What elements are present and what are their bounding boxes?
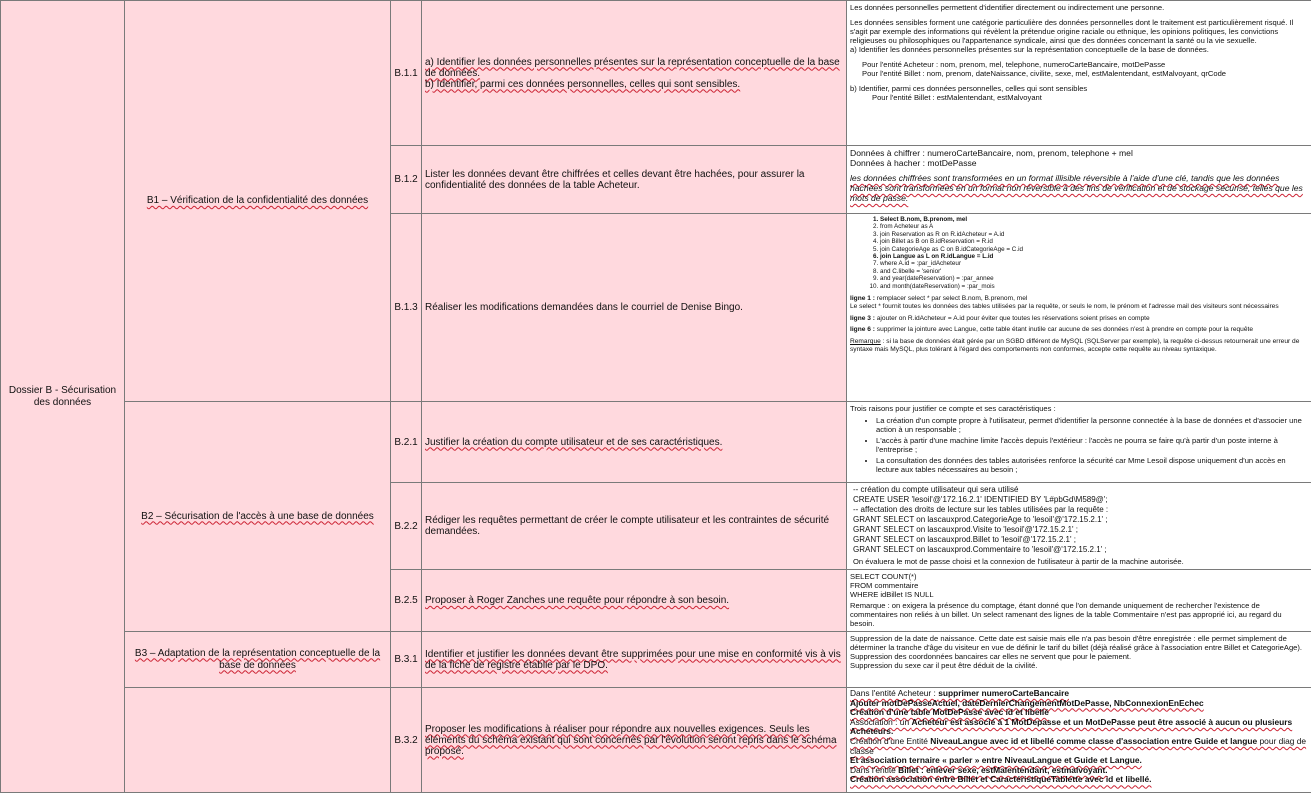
answer-b12-l1: Données à chiffrer : numeroCarteBancaire, nom, prenom, telephone + mel (850, 148, 1308, 158)
answer-b31 (847, 632, 1311, 688)
task-b11-b: b) Identifier, parmi ces données personnelles, celles qui sont sensibles. (425, 79, 843, 90)
row-b21 (1, 402, 1311, 483)
answer-b12 (847, 146, 1311, 214)
answer-b11-p1: Les données personnelles permettent d'identifier directement ou indirectement une personne. (850, 3, 1308, 12)
task-b32-text: Proposer les modifications à réaliser pour répondre aux nouvelles exigences. Seuls les éléments du schéma existant qui sont concernés par l'évolution seront repris dans le schéma proposé. (425, 724, 837, 757)
note-line1 (850, 295, 1308, 303)
section-b1-cell (125, 1, 391, 402)
task-b12 (422, 146, 847, 214)
section-b3-title: B3 – Adaptation de la représentation conceptuelle de la base de données (135, 648, 380, 671)
answer-b11-a-l1: Pour l'entité Acheteur : nom, prenom, mel, telephone, numeroCarteBancaire, motDePasse (850, 60, 1308, 69)
note-line3-head: ligne 3 : (850, 315, 875, 322)
sql-line: 5. join CategorieAge as C on B.idCategorieAge = C.id (880, 246, 1308, 253)
note-remark (850, 338, 1308, 354)
code-b31: B.3.1 (391, 632, 422, 688)
grant-line: -- affectation des droits de lecture sur les tables utilisées par la requête : (853, 505, 1308, 515)
note-line1-text: remplacer select * par select B.nom, B.prenom, mel (877, 295, 1028, 302)
select-line: FROM commentaire (850, 581, 1308, 590)
select-line: SELECT COUNT(*) (850, 572, 1308, 581)
code-b21: B.2.1 (391, 402, 422, 483)
answer-b32-l4b: Acheteur est associé à 1 MotDepasse et un MotDePasse peut être associé à aucun ou plusieurs Acheteurs. (850, 717, 1292, 737)
answer-b12-l2: Données à hacher : motDePasse (850, 158, 1308, 168)
sql-line: 6. join Langue as L on R.idLangue = L.id (880, 253, 1308, 260)
answer-b31-l2: Suppression des coordonnées bancaires car elles ne servent que pour le paiement. (850, 652, 1308, 661)
answer-b32-l3: Création d'une table MotDePasse avec id et libellé (850, 708, 1308, 718)
task-b13-text: Réaliser les modifications demandées dans le courriel de Denise Bingo. (425, 302, 743, 313)
answer-b21 (847, 402, 1311, 483)
answer-b31-l3: Suppression du sexe car il peut être déduit de la civilité. (850, 661, 1308, 670)
section-b1-title: B1 – Vérification de la confidentialité des données (147, 195, 368, 206)
row-b11 (1, 1, 1311, 146)
note-line6 (850, 326, 1308, 334)
note-line6-text: supprimer la jointure avec Langue, cette table étant inutile car aucune de ses données n'est à prendre en compte pour la requête (877, 326, 1253, 333)
answer-b32-l1a: Dans l'entité Acheteur : (850, 688, 938, 698)
answer-b11-p2: Les données sensibles forment une catégorie particulière des données personnelles dont le traitement est particulièrement risqué. Il s'agit par exemple des informations qui révèlent la prétendue origine raciale ou ethnique, les opinions politiques, les convictions religieuses ou philosophiques ou l'appartenance syndicale, ainsi que des données concernant la santé ou la vie sexuelle. (850, 18, 1308, 45)
answer-b25-note: Remarque : on exigera la présence du comptage, étant donné que l'on demande uniquement de rechercher l'existence de commentaires non reliés à un billet. Un select ramenant des lignes de la table Commentaire n'est pas approprié ici, au regard du besoin. (850, 601, 1308, 628)
reason-item: • L'accès à partir d'une machine limite l'accès depuis l'extérieur : l'accès ne pourra se faire qu'à partir d'un poste interne à l'entreprise ; (876, 436, 1308, 454)
sql-line: 10. and month(dateReservation) = :par_mois (880, 283, 1308, 290)
dossier-cell (1, 1, 125, 793)
code-b25: B.2.5 (391, 570, 422, 632)
reason-list (850, 416, 1308, 474)
select-line: WHERE idBillet IS NULL (850, 590, 1308, 599)
answer-b32-l4 (850, 718, 1308, 737)
answer-b22-note: On évaluera le mot de passe choisi et la connexion de l'utilisateur à partir de la machine autorisée. (853, 557, 1308, 567)
note-line3 (850, 315, 1308, 323)
row-b32 (1, 688, 1311, 793)
sql-line: 1. Select B.nom, B.prenom, mel (880, 216, 1308, 223)
answer-b31-l1: Suppression de la date de naissance. Cette date est saisie mais elle n'a pas besoin d'être enregistrée : elle permet simplement de déterminer la tranche d'âge du visiteur en vue de définir le tarif du billet (déjà réalisé grâce à l'association entre Billet et CategorieAge). (850, 634, 1308, 652)
grant-line: GRANT SELECT on lascauxprod.Billet to 'lesoil'@'172.15.2.1' ; (853, 535, 1308, 545)
section-b2-cell (125, 402, 391, 632)
sql-line: 8. and C.libelle = 'senior' (880, 268, 1308, 275)
reason-item: • La création d'un compte propre à l'utilisateur, permet d'identifier la personne connectée à la base de données et d'associer une action à un responsable ; (876, 416, 1308, 434)
answer-b32 (847, 688, 1311, 793)
code-b13: B.1.3 (391, 214, 422, 402)
sql-line: 7. where A.id = :par_idAcheteur (880, 260, 1308, 267)
task-b21 (422, 402, 847, 483)
task-b31-text: Identifier et justifier les données devant être supprimées pour une mise en conformité vis à vis de la fiche de registre établie par le DPO. (425, 649, 841, 671)
answer-b22 (847, 483, 1311, 570)
section-b3-cell (125, 632, 391, 688)
answer-b32-l5b: NiveauLangue avec id et libellé comme classe d'association entre Guide et langue (930, 736, 1257, 746)
code-b32: B.3.2 (391, 688, 422, 793)
note-line6-head: ligne 6 : (850, 326, 875, 333)
answer-b21-intro: Trois raisons pour justifier ce compte et ses caractéristiques : (850, 404, 1308, 413)
task-b22 (422, 483, 847, 570)
answer-b11-a-l2: Pour l'entité Billet : nom, prenom, dateNaissance, civilite, sexe, mel, estMalentendant, estMalvoyant, qrCode (850, 69, 1308, 78)
answer-b32-l7b: Billet : enlever sexe, estMalentendant, estmalvoyant. (898, 765, 1107, 775)
answer-b11-a-title: a) Identifier les données personnelles présentes sur la représentation conceptuelle de la base de données. (850, 45, 1308, 54)
note-line1-head: ligne 1 : (850, 295, 875, 302)
sql-line: 9. and year(dateReservation) = :par_annee (880, 275, 1308, 282)
answer-b32-l4a: Association : un (850, 717, 911, 727)
answer-b32-l5 (850, 737, 1308, 756)
task-b13 (422, 214, 847, 402)
answer-b32-l6: Et association ternaire « parler » entre NiveauLangue et Guide et Langue. (850, 756, 1308, 766)
sql-line: 2. from Acheteur as A (880, 223, 1308, 230)
grant-line: -- création du compte utilisateur qui sera utilisé (853, 485, 1308, 495)
task-b21-text: Justifier la création du compte utilisateur et de ses caractéristiques. (425, 437, 722, 448)
answer-b32-l2: Ajouter motDePasseActuel, dateDernierChangementMotDePasse, NbConnexionEnEchec (850, 699, 1308, 709)
reason-item: • La consultation des données des tables autorisées renforce la sécurité car Mme Lesoil dispose uniquement d'un accès en lecture aux tables nécessaires au besoin ; (876, 456, 1308, 474)
sql-query-list (850, 216, 1308, 290)
note-remark-head: Remarque (850, 338, 881, 345)
grant-line: GRANT SELECT on lascauxprod.CategorieAge to 'lesoil'@'172.15.2.1' ; (853, 515, 1308, 525)
answer-b32-l5a: Création d'une Entité (850, 736, 930, 746)
grant-line: CREATE USER 'lesoil'@'172.16.2.1' IDENTIFIED BY 'L#pbGd\M589@'; (853, 495, 1308, 505)
sql-line: 4. join Billet as B on B.idReservation = R.id (880, 238, 1308, 245)
answer-b25 (847, 570, 1311, 632)
task-b12-text: Lister les données devant être chiffrées et celles devant être hachées, pour assurer la confidentialité des données de la table Acheteur. (425, 169, 804, 191)
task-b11 (422, 1, 847, 146)
code-b12: B.1.2 (391, 146, 422, 214)
answer-b11-b-title: b) Identifier, parmi ces données personnelles, celles qui sont sensibles (850, 84, 1308, 93)
section-b3-continued (125, 688, 391, 793)
answer-b32-l5c: pour diag de classe (850, 736, 1306, 756)
task-b32 (422, 688, 847, 793)
sql-line: 3. join Reservation as R on R.idAcheteur = A.id (880, 231, 1308, 238)
dossier-title: Dossier B - Sécurisation des données (9, 385, 116, 408)
grant-line: GRANT SELECT on lascauxprod.Commentaire to 'lesoil'@'172.15.2.1' ; (853, 545, 1308, 555)
note-line1-body: Le select * fournit toutes les données des tables utilisées par la requête, or seuls le nom, le prénom et l'adresse mail des visiteurs sont nécessaires (850, 303, 1308, 311)
answer-b13 (847, 214, 1311, 402)
answer-b12-l3: les données chiffrées sont transformées en un format illisible réversible à l'aide d'une clé, tandis que les données hachées sont transformées en un format non réversible à des fins de vérification et de stockage sécurisé, telles que les mots de passe. (850, 173, 1308, 203)
answer-b32-l1b: supprimer numeroCarteBancaire (938, 688, 1069, 698)
code-b11: B.1.1 (391, 1, 422, 146)
task-b25-text: Proposer à Roger Zanches une requête pour répondre à son besoin. (425, 595, 729, 606)
row-b31 (1, 632, 1311, 688)
code-b22: B.2.2 (391, 483, 422, 570)
task-b22-text: Rédiger les requêtes permettant de créer le compte utilisateur et les contraintes de sécurité demandées. (425, 515, 829, 537)
task-b25 (422, 570, 847, 632)
answer-b11-b-l1: Pour l'entité Billet : estMalentendant, estMalvoyant (850, 93, 1308, 102)
note-remark-text: : si la base de données était gérée par un SGBD différent de MySQL (SQLServer par exemple), la requête ci-dessus retournerait une erreur de syntaxe mais MySQL, plus tolérant à l'égard des comportements non conformes, accepte cette requête au niveau syntaxique. (850, 338, 1299, 353)
answer-b11 (847, 1, 1311, 146)
note-line3-text: ajouter on R.idAcheteur = A.id pour éviter que toutes les réservations soient prises en compte (877, 315, 1150, 322)
answer-b32-l8: Création association entre Billet et CaractéristiqueTablette avec id et libellé. (850, 775, 1308, 785)
task-b11-a: a) Identifier les données personnelles présentes sur la représentation conceptuelle de la base de données. (425, 57, 843, 79)
answer-b32-l7a: Dans l'entité (850, 765, 898, 775)
grant-line: GRANT SELECT on lascauxprod.Visite to 'lesoil'@'172.15.2.1' ; (853, 525, 1308, 535)
section-b2-title: B2 – Sécurisation de l'accès à une base de données (141, 511, 374, 522)
task-b31 (422, 632, 847, 688)
